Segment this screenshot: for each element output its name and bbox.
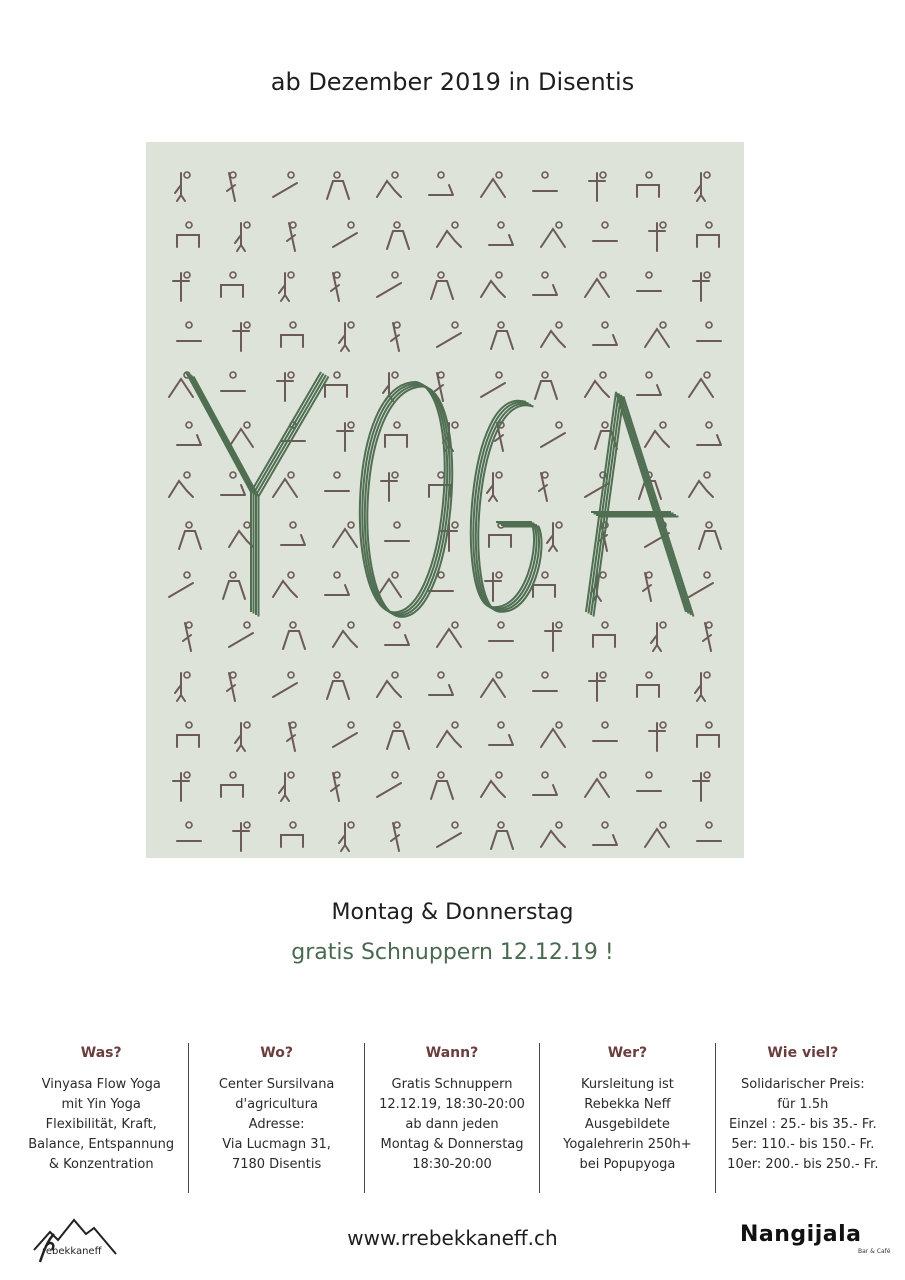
pose-figure bbox=[337, 422, 354, 451]
pose-figure bbox=[491, 822, 513, 849]
column-line: Balance, Entspannung bbox=[28, 1137, 175, 1152]
pose-figure bbox=[649, 722, 666, 751]
pose-figure bbox=[327, 672, 349, 699]
column-line: 18:30-20:00 bbox=[412, 1157, 492, 1172]
pose-figure bbox=[637, 372, 661, 395]
pose-figure bbox=[279, 772, 294, 801]
column-title: Wann? bbox=[425, 1045, 479, 1061]
column-line: Ausgebildete bbox=[584, 1117, 670, 1132]
column-line: Flexibilität, Kraft, bbox=[45, 1117, 157, 1132]
pose-figure bbox=[385, 522, 409, 541]
pose-figure bbox=[377, 172, 401, 197]
pose-figure bbox=[643, 572, 652, 601]
column-wer bbox=[539, 1043, 714, 1193]
pose-figure bbox=[593, 222, 617, 241]
column-line: Center Sursilvana bbox=[218, 1077, 335, 1092]
pose-figure bbox=[327, 172, 349, 199]
column-line: d'agricultura bbox=[235, 1097, 318, 1112]
pose-figure bbox=[489, 722, 513, 745]
pose-figure bbox=[287, 722, 296, 751]
pose-figure bbox=[381, 472, 398, 501]
pose-figure bbox=[177, 322, 201, 341]
pose-figure bbox=[233, 322, 250, 351]
yoga-figures-canvas bbox=[146, 142, 744, 858]
column-wo bbox=[188, 1043, 363, 1193]
pose-figure bbox=[487, 472, 502, 501]
pose-figure bbox=[377, 772, 401, 797]
yoga-letter-stroke bbox=[586, 392, 686, 612]
yoga-illustration bbox=[146, 142, 744, 858]
pose-figure bbox=[637, 172, 659, 197]
pose-figure bbox=[277, 372, 294, 401]
pose-figure bbox=[649, 222, 666, 251]
pose-figure bbox=[169, 472, 193, 497]
pose-figure bbox=[637, 272, 661, 291]
pose-figure bbox=[227, 672, 236, 701]
column-line: 10er: 200.- bis 250.- Fr. bbox=[727, 1157, 879, 1172]
pose-figure bbox=[177, 422, 201, 445]
pose-figure bbox=[541, 422, 565, 447]
pose-figure bbox=[169, 572, 193, 597]
column-wann bbox=[364, 1043, 539, 1193]
pose-figure bbox=[697, 722, 719, 747]
pose-figure bbox=[287, 222, 296, 251]
pose-figure bbox=[173, 272, 190, 301]
pose-figure bbox=[229, 522, 253, 547]
column-line: Via Lucmagn 31, bbox=[222, 1137, 331, 1152]
pose-figure bbox=[283, 622, 305, 649]
pose-figure bbox=[489, 222, 513, 245]
column-line: für 1.5h bbox=[777, 1097, 829, 1112]
pose-figure bbox=[391, 322, 400, 351]
pose-figure bbox=[331, 272, 340, 301]
pose-figure bbox=[637, 772, 661, 791]
pose-figure bbox=[177, 222, 199, 247]
pose-figure bbox=[585, 272, 609, 297]
pose-figure bbox=[437, 322, 461, 347]
nangijala-logo bbox=[740, 1222, 891, 1255]
website-link[interactable]: www.rrebekkaneff.ch bbox=[347, 1226, 558, 1250]
pose-figure bbox=[173, 772, 190, 801]
pose-figure bbox=[325, 372, 347, 397]
pose-figure bbox=[229, 622, 253, 647]
pose-figure bbox=[697, 822, 721, 841]
pose-figure bbox=[221, 372, 245, 391]
column-line: Gratis Schnuppern bbox=[391, 1077, 513, 1092]
logo-left-text: rebekkaneff bbox=[42, 1246, 102, 1257]
pose-figure bbox=[481, 272, 505, 297]
pose-figure bbox=[491, 322, 513, 349]
pose-figure bbox=[645, 422, 669, 447]
column-line: & Konzentration bbox=[48, 1157, 154, 1172]
pose-figure bbox=[481, 172, 505, 197]
pose-figure bbox=[387, 222, 409, 249]
pose-figure bbox=[333, 622, 357, 647]
pose-figure bbox=[541, 722, 565, 747]
pose-figure bbox=[481, 672, 505, 697]
pose-figure bbox=[651, 622, 666, 651]
column-was bbox=[14, 1043, 188, 1193]
pose-figure bbox=[541, 822, 565, 847]
pose-figure bbox=[325, 572, 349, 595]
pose-figure bbox=[539, 472, 548, 501]
pose-figure bbox=[273, 672, 297, 697]
info-columns bbox=[14, 1043, 890, 1193]
pose-figure bbox=[281, 822, 303, 847]
pose-figure bbox=[541, 322, 565, 347]
column-title: Wer? bbox=[607, 1045, 648, 1061]
pose-figure bbox=[175, 672, 190, 701]
pose-figure bbox=[377, 672, 401, 697]
pose-figure bbox=[385, 422, 407, 447]
pose-figure bbox=[179, 522, 201, 549]
pose-figure bbox=[693, 272, 710, 301]
pose-figure bbox=[485, 572, 502, 601]
logo-right-name: Nangijala bbox=[740, 1222, 862, 1247]
pose-figure bbox=[377, 572, 401, 597]
pose-figure bbox=[227, 172, 236, 201]
pose-figure bbox=[437, 822, 461, 847]
column-title: Was? bbox=[80, 1045, 122, 1061]
column-line: Vinyasa Flow Yoga bbox=[41, 1077, 161, 1092]
pose-figure bbox=[693, 772, 710, 801]
column-title: Wie viel? bbox=[767, 1045, 839, 1061]
column-line: 5er: 110.- bis 150.- Fr. bbox=[731, 1137, 875, 1152]
pose-figure bbox=[177, 822, 201, 841]
column-line: Solidarischer Preis: bbox=[740, 1077, 865, 1092]
pose-figure bbox=[429, 172, 453, 195]
pose-figure bbox=[333, 222, 357, 247]
pose-figure bbox=[431, 772, 453, 799]
column-line: Rebekka Neff bbox=[584, 1097, 671, 1112]
pose-figure bbox=[437, 222, 461, 247]
pose-figure bbox=[697, 422, 721, 445]
pose-figure bbox=[273, 572, 297, 597]
event-heading: ab Dezember 2019 in Disentis bbox=[270, 68, 635, 96]
pose-figure bbox=[695, 672, 710, 701]
pose-figure bbox=[235, 222, 250, 251]
column-line: Adresse: bbox=[248, 1117, 305, 1132]
pose-figure bbox=[429, 672, 453, 695]
pose-figure bbox=[175, 172, 190, 201]
pose-figure bbox=[339, 822, 354, 851]
pose-figure bbox=[541, 222, 565, 247]
pose-figure bbox=[533, 772, 557, 795]
pose-figure bbox=[437, 722, 461, 747]
pose-figure bbox=[699, 522, 721, 549]
pose-figure bbox=[391, 822, 400, 851]
pose-figure bbox=[593, 722, 617, 741]
column-wie-viel bbox=[715, 1043, 890, 1193]
pose-figure bbox=[593, 322, 617, 345]
pose-figure bbox=[281, 522, 305, 545]
pose-figure bbox=[273, 472, 297, 497]
pose-figure bbox=[279, 272, 294, 301]
pose-figure bbox=[385, 622, 409, 645]
pose-figure bbox=[585, 772, 609, 797]
pose-figure bbox=[377, 272, 401, 297]
column-line: 7180 Disentis bbox=[231, 1157, 322, 1172]
logo-right-subtitle: Bar & Café bbox=[858, 1248, 891, 1255]
pose-figure bbox=[689, 472, 713, 497]
pose-figure bbox=[481, 772, 505, 797]
column-line: bei Popupyoga bbox=[579, 1157, 676, 1172]
pose-figure bbox=[221, 772, 243, 797]
column-line: Montag & Donnerstag bbox=[380, 1137, 524, 1152]
pose-figure bbox=[637, 672, 659, 697]
pose-figure bbox=[689, 572, 713, 597]
pose-figure bbox=[229, 422, 253, 447]
pose-figure bbox=[331, 772, 340, 801]
trial-announcement: gratis Schnuppern 12.12.19 ! bbox=[291, 940, 614, 965]
pose-figure bbox=[221, 272, 243, 297]
column-line: mit Yin Yoga bbox=[61, 1097, 141, 1112]
pose-figure bbox=[437, 622, 461, 647]
pose-figure bbox=[585, 372, 609, 397]
pose-figure bbox=[533, 172, 557, 191]
column-line: Yogalehrerin 250h+ bbox=[563, 1137, 692, 1152]
pose-figure bbox=[593, 822, 617, 845]
pose-figure bbox=[177, 722, 199, 747]
pose-figure bbox=[325, 472, 349, 491]
yoga-letter-stroke bbox=[589, 394, 689, 614]
pose-figure bbox=[645, 322, 669, 347]
pose-figure bbox=[593, 622, 615, 647]
pose-figure bbox=[481, 372, 505, 397]
pose-figure bbox=[183, 622, 192, 651]
column-line: 12.12.19, 18:30-20:00 bbox=[379, 1097, 525, 1112]
pose-figure bbox=[545, 622, 562, 651]
pose-figure bbox=[533, 272, 557, 295]
pose-figure bbox=[589, 672, 606, 701]
column-line: Einzel : 25.- bis 35.- Fr. bbox=[728, 1117, 877, 1132]
pose-figure bbox=[273, 172, 297, 197]
pose-figure bbox=[431, 272, 453, 299]
pose-figure bbox=[223, 572, 245, 599]
pose-figure bbox=[233, 822, 250, 851]
pose-figure bbox=[281, 322, 303, 347]
pose-figure bbox=[703, 622, 712, 651]
pose-figure bbox=[333, 522, 357, 547]
pose-figure bbox=[697, 322, 721, 341]
pose-figure bbox=[533, 672, 557, 691]
column-line: ab dann jeden bbox=[405, 1117, 499, 1132]
pose-figure bbox=[697, 222, 719, 247]
yoga-letter-stroke bbox=[194, 377, 329, 617]
pose-figure bbox=[689, 372, 713, 397]
pose-figure bbox=[339, 322, 354, 351]
pose-figure bbox=[547, 522, 562, 551]
pose-figure bbox=[489, 622, 513, 641]
pose-figure bbox=[695, 172, 710, 201]
pose-figure bbox=[387, 722, 409, 749]
pose-figure bbox=[535, 372, 557, 399]
column-line: Kursleitung ist bbox=[580, 1077, 674, 1092]
pose-figure bbox=[235, 722, 250, 751]
course-days: Montag & Donnerstag bbox=[331, 900, 574, 925]
pose-figure bbox=[333, 722, 357, 747]
column-title: Wo? bbox=[260, 1045, 293, 1061]
pose-figure bbox=[645, 822, 669, 847]
pose-figure bbox=[589, 172, 606, 201]
